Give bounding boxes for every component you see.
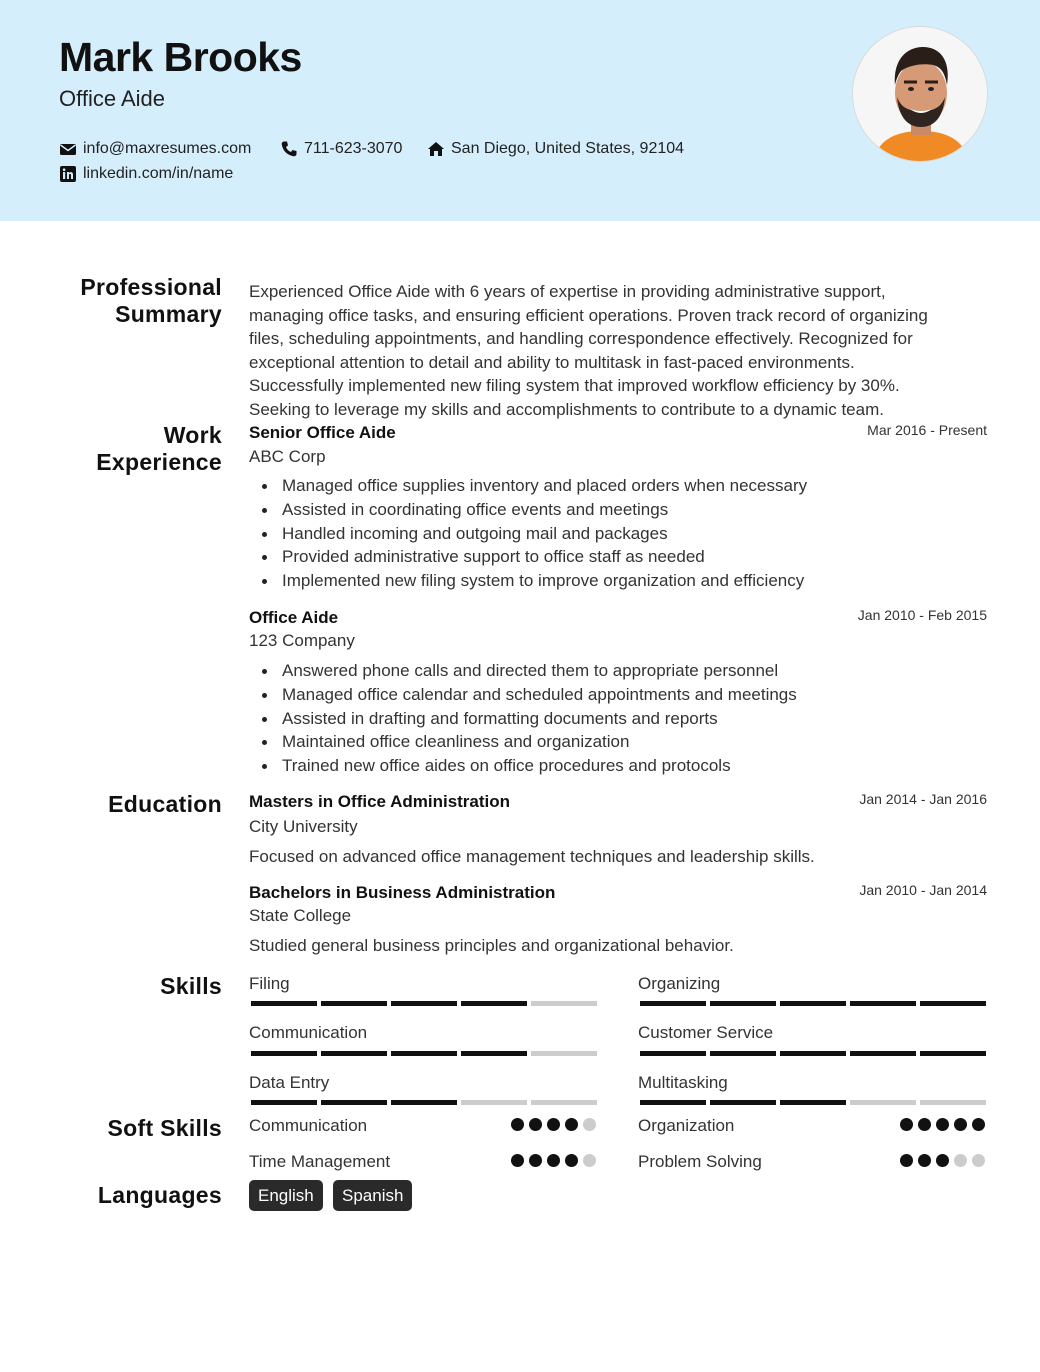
skill-bar bbox=[640, 1001, 986, 1006]
section-title-work bbox=[0, 422, 222, 476]
section-title-summary bbox=[0, 274, 222, 328]
rating-dot bbox=[936, 1118, 949, 1131]
skill-bar bbox=[251, 1001, 597, 1006]
skill-name: Multitasking bbox=[638, 1073, 728, 1092]
rating-dot bbox=[972, 1154, 985, 1167]
contact-location bbox=[427, 140, 684, 158]
skill-bar-segment bbox=[461, 1100, 527, 1105]
summary-line: Seeking to leverage my skills and accomplishments to contribute to a dynamic team. bbox=[249, 399, 884, 419]
summary-line: files, scheduling appointments, and handling correspondence effectively. Recognized for bbox=[249, 329, 913, 348]
linkedin-text: linkedin.com/in/name bbox=[83, 165, 234, 182]
email-text: info@maxresumes.com bbox=[83, 140, 252, 157]
degree-title: Masters in Office Administration bbox=[249, 792, 511, 811]
rating-dot bbox=[900, 1118, 913, 1131]
job-bullets bbox=[249, 659, 1009, 778]
skill-bar bbox=[640, 1100, 986, 1105]
skill-bar-segment bbox=[461, 1001, 527, 1006]
rating-dot bbox=[918, 1118, 931, 1131]
skill-bar-segment bbox=[850, 1100, 916, 1105]
education-description: Studied general business principles and organizational behavior. bbox=[249, 936, 734, 955]
skill-bar-segment bbox=[710, 1100, 776, 1105]
envelope-icon bbox=[59, 140, 77, 158]
soft-skill-name: Organization bbox=[638, 1116, 735, 1135]
contact-linkedin[interactable] bbox=[59, 165, 233, 183]
rating-dot bbox=[529, 1154, 542, 1167]
language-tag-english: English bbox=[249, 1180, 323, 1211]
candidate-name: Mark Brooks bbox=[59, 34, 302, 80]
skill-bar-segment bbox=[321, 1100, 387, 1105]
skill-bar-segment bbox=[391, 1051, 457, 1056]
skill-bar-segment bbox=[710, 1001, 776, 1006]
summary-text bbox=[249, 280, 999, 421]
rating-dot bbox=[511, 1118, 524, 1131]
contact-email[interactable] bbox=[59, 140, 251, 158]
avatar-illustration bbox=[853, 27, 988, 162]
rating-dot bbox=[529, 1118, 542, 1131]
rating-dot bbox=[565, 1154, 578, 1167]
list-item: Assisted in coordinating office events and meetings bbox=[249, 498, 1009, 522]
rating-dot bbox=[900, 1154, 913, 1167]
job-company: ABC Corp bbox=[249, 447, 326, 466]
skill-bar-segment bbox=[461, 1051, 527, 1056]
degree-title: Bachelors in Business Administration bbox=[249, 883, 556, 902]
list-item: Provided administrative support to office staff as needed bbox=[249, 545, 1009, 569]
soft-skill-name: Communication bbox=[249, 1116, 368, 1135]
skill-name: Data Entry bbox=[249, 1073, 330, 1092]
skill-bar-segment bbox=[391, 1100, 457, 1105]
skill-bar-segment bbox=[780, 1100, 846, 1105]
rating-dot bbox=[918, 1154, 931, 1167]
list-item: Handled incoming and outgoing mail and packages bbox=[249, 522, 1009, 546]
soft-skill-rating bbox=[511, 1118, 596, 1131]
list-item: Trained new office aides on office procedures and protocols bbox=[249, 754, 1009, 778]
list-item: Managed office supplies inventory and placed orders when necessary bbox=[249, 474, 1009, 498]
soft-skill-rating bbox=[900, 1154, 985, 1167]
job-title: Senior Office Aide bbox=[249, 423, 396, 442]
skill-bar bbox=[251, 1051, 597, 1056]
skill-bar-segment bbox=[850, 1051, 916, 1056]
skill-bar-segment bbox=[780, 1051, 846, 1056]
profile-photo bbox=[852, 26, 988, 162]
skill-bar-segment bbox=[640, 1001, 706, 1006]
skill-bar-segment bbox=[710, 1051, 776, 1056]
phone-icon bbox=[280, 140, 298, 158]
job-dates: Mar 2016 - Present bbox=[867, 422, 987, 438]
linkedin-icon bbox=[59, 165, 77, 183]
soft-skill-name: Time Management bbox=[249, 1152, 391, 1171]
school-name: State College bbox=[249, 906, 352, 925]
skill-bar bbox=[640, 1051, 986, 1056]
summary-line: exceptional attention to detail and ability to multitask in fast-paced environments. bbox=[249, 352, 855, 372]
skill-bar-segment bbox=[920, 1100, 986, 1105]
section-title-work-line1: Work bbox=[163, 422, 222, 448]
skill-bar-segment bbox=[640, 1051, 706, 1056]
skill-bar-segment bbox=[251, 1051, 317, 1056]
skill-bar-segment bbox=[391, 1001, 457, 1006]
skill-name: Customer Service bbox=[638, 1023, 774, 1042]
section-title-skills: Skills bbox=[160, 973, 222, 999]
skill-bar-segment bbox=[531, 1051, 597, 1056]
summary-line: Successfully implemented new filing system that improved workflow efficiency by 30%. bbox=[249, 376, 900, 395]
job-bullets bbox=[249, 474, 1009, 593]
list-item: Maintained office cleanliness and organization bbox=[249, 730, 1009, 754]
list-item: Managed office calendar and scheduled appointments and meetings bbox=[249, 683, 1009, 707]
skill-bar-segment bbox=[321, 1051, 387, 1056]
soft-skill-rating bbox=[511, 1154, 596, 1167]
resume-header bbox=[0, 0, 1040, 221]
rating-dot bbox=[583, 1154, 596, 1167]
skill-name: Communication bbox=[249, 1023, 368, 1042]
rating-dot bbox=[547, 1118, 560, 1131]
list-item: Implemented new filing system to improve organization and efficiency bbox=[249, 569, 1009, 593]
rating-dot bbox=[972, 1118, 985, 1131]
job-dates: Jan 2010 - Feb 2015 bbox=[857, 607, 987, 623]
soft-skill-name: Problem Solving bbox=[638, 1152, 762, 1171]
section-title-summary-line1: Professional bbox=[80, 274, 222, 300]
skill-bar-segment bbox=[251, 1001, 317, 1006]
skill-bar-segment bbox=[531, 1100, 597, 1105]
contact-phone[interactable] bbox=[280, 140, 402, 158]
language-tag-spanish: Spanish bbox=[333, 1180, 412, 1211]
education-description: Focused on advanced office management techniques and leadership skills. bbox=[249, 847, 815, 866]
list-item: Assisted in drafting and formatting documents and reports bbox=[249, 707, 1009, 731]
section-title-languages: Languages bbox=[97, 1182, 222, 1208]
school-name: City University bbox=[249, 817, 358, 836]
skill-bar bbox=[251, 1100, 597, 1105]
job-title: Office Aide bbox=[249, 608, 339, 627]
education-dates: Jan 2014 - Jan 2016 bbox=[859, 791, 987, 807]
phone-text: 711-623-3070 bbox=[304, 140, 403, 157]
rating-dot bbox=[954, 1154, 967, 1167]
rating-dot bbox=[954, 1118, 967, 1131]
education-dates: Jan 2010 - Jan 2014 bbox=[859, 882, 987, 898]
soft-skill-rating bbox=[900, 1118, 985, 1131]
candidate-title: Office Aide bbox=[59, 86, 165, 111]
skill-name: Organizing bbox=[638, 974, 721, 993]
skill-bar-segment bbox=[920, 1001, 986, 1006]
skill-bar-segment bbox=[850, 1001, 916, 1006]
skill-bar-segment bbox=[321, 1001, 387, 1006]
skill-name: Filing bbox=[249, 974, 290, 993]
home-icon bbox=[427, 140, 445, 158]
rating-dot bbox=[565, 1118, 578, 1131]
section-title-summary-line2: Summary bbox=[115, 301, 222, 327]
job-company: 123 Company bbox=[249, 631, 355, 650]
section-title-work-line2: Experience bbox=[96, 449, 222, 475]
rating-dot bbox=[511, 1154, 524, 1167]
rating-dot bbox=[547, 1154, 560, 1167]
rating-dot bbox=[583, 1118, 596, 1131]
summary-line: managing office tasks, and ensuring efficient operations. Proven track record of organizing bbox=[249, 305, 928, 325]
skill-bar-segment bbox=[920, 1051, 986, 1056]
rating-dot bbox=[936, 1154, 949, 1167]
skill-bar-segment bbox=[640, 1100, 706, 1105]
section-title-soft-skills: Soft Skills bbox=[107, 1115, 222, 1141]
list-item: Answered phone calls and directed them to appropriate personnel bbox=[249, 659, 1009, 683]
summary-line: Experienced Office Aide with 6 years of expertise in providing administrative support, bbox=[249, 282, 886, 301]
skill-bar-segment bbox=[780, 1001, 846, 1006]
skill-bar-segment bbox=[531, 1001, 597, 1006]
section-title-education: Education bbox=[108, 791, 222, 817]
skill-bar-segment bbox=[251, 1100, 317, 1105]
location-text: San Diego, United States, 92104 bbox=[451, 140, 685, 157]
